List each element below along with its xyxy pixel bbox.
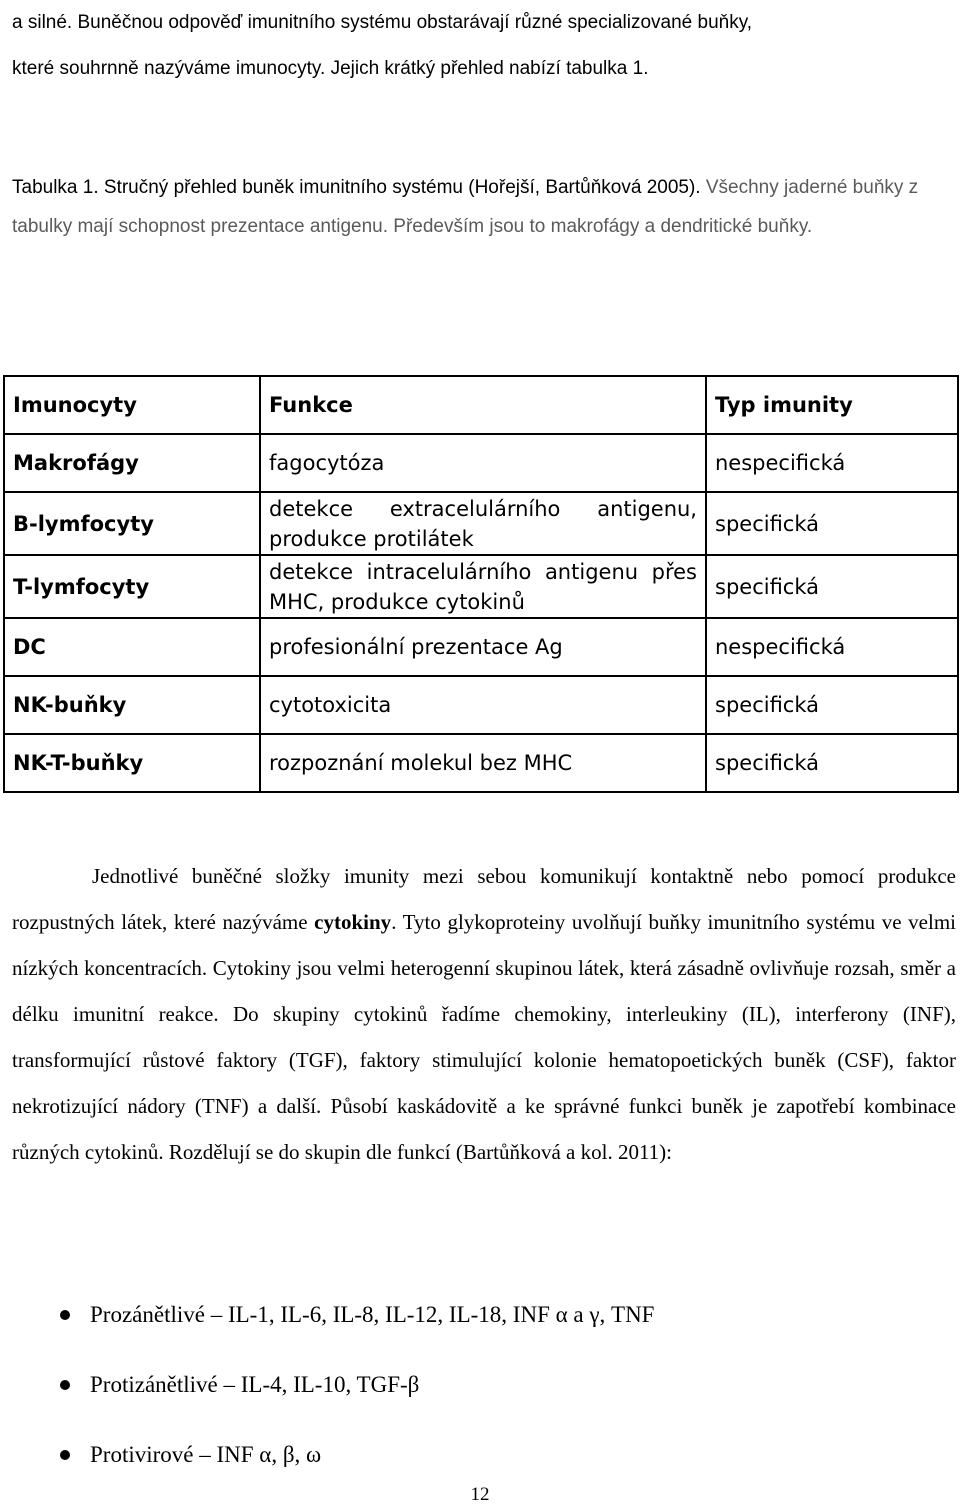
cytokine-groups-list — [60, 1292, 654, 1502]
cell-imunocyt: Makrofágy — [4, 434, 260, 492]
table-row — [4, 734, 958, 792]
header-cell: Imunocyty — [4, 376, 260, 434]
list-item — [60, 1362, 654, 1432]
bullet-icon — [60, 1310, 70, 1320]
cell-funkce: fagocytóza — [260, 434, 706, 492]
cell-imunocyt: NK-buňky — [4, 676, 260, 734]
intro-line-1: a silné. Buněčnou odpověď imunitního systému obstarávají různé specializované buňky, — [12, 12, 753, 33]
cell-funkce: rozpoznání molekul bez MHC — [260, 734, 706, 792]
cell-typ: specifická — [706, 555, 958, 618]
cell-typ: nespecifická — [706, 434, 958, 492]
cell-funkce: profesionální prezentace Ag — [260, 618, 706, 676]
cell-funkce: detekce intracelulárního antigenu přes MHC, produkce cytokinů — [260, 555, 706, 618]
immunocyte-table — [3, 375, 959, 793]
cell-funkce: cytotoxicita — [260, 676, 706, 734]
table-caption — [12, 168, 952, 246]
paragraph-term-cytokiny: cytokiny — [314, 910, 392, 934]
bullet-icon — [60, 1450, 70, 1460]
cell-typ: nespecifická — [706, 618, 958, 676]
cell-imunocyt: T-lymfocyty — [4, 555, 260, 618]
header-cell: Funkce — [260, 376, 706, 434]
cell-typ: specifická — [706, 734, 958, 792]
cell-funkce: detekce extracelulárního antigenu, produkce protilátek — [260, 492, 706, 555]
caption-title: Tabulka 1. Stručný přehled buněk imunitního systému (Hořejší, Bartůňková 2005). — [12, 177, 701, 198]
cell-typ: specifická — [706, 676, 958, 734]
header-cell: Typ imunity — [706, 376, 958, 434]
page-number: 12 — [470, 1484, 490, 1505]
table-row — [4, 676, 958, 734]
cell-imunocyt: NK-T-buňky — [4, 734, 260, 792]
intro-text — [12, 0, 952, 92]
table-row — [4, 434, 958, 492]
table-header-row — [4, 376, 958, 434]
caption-note: Všechny jaderné buňky z tabulky mají schopnost prezentace antigenu. Především jsou to makrofágy a dendritické buňky. — [12, 177, 919, 237]
list-item-text: Protivirové – INF α, β, ω — [90, 1442, 322, 1467]
intro-line-2: které souhrnně nazýváme imunocyty. Jejich krátký přehled nabízí tabulka 1. — [12, 58, 649, 79]
paragraph-text-start: Jednotlivé buněčné složky imunity mezi sebou komunikují kontaktně nebo pomocí produkce rozpustných látek, které nazýváme — [12, 864, 956, 934]
cell-imunocyt: B-lymfocyty — [4, 492, 260, 555]
bullet-icon — [60, 1380, 70, 1390]
table-row — [4, 492, 958, 555]
list-item — [60, 1292, 654, 1362]
cell-imunocyt: DC — [4, 618, 260, 676]
table-row — [4, 555, 958, 618]
paragraph-text-rest: . Tyto glykoproteiny uvolňují buňky imunitního systému ve velmi nízkých koncentracích. Cytokiny jsou velmi heterogenní skupinou látek, která zásadně ovlivňuje rozsah, směr a délku imunitní reakce. Do skupiny cytokinů řadíme chemokiny, interleukiny (IL), interferony (INF), transformující růstové faktory (TGF), faktory stimulující kolonie hematopoetických buněk (CSF), faktor nekrotizující nádory (TNF) a další. Působí kaskádovitě a ke správné funkci buněk je zapotřebí kombinace různých cytokinů. Rozdělují se do skupin dle funkcí (Bartůňková a kol. 2011): — [12, 910, 956, 1164]
cytokine-paragraph — [12, 853, 956, 1175]
list-item-text: Prozánětlivé – IL-1, IL-6, IL-8, IL-12, IL-18, INF α a γ, TNF — [90, 1302, 655, 1327]
table-row — [4, 618, 958, 676]
cell-typ: specifická — [706, 492, 958, 555]
list-item-text: Protizánětlivé – IL-4, IL-10, TGF-β — [90, 1372, 420, 1397]
